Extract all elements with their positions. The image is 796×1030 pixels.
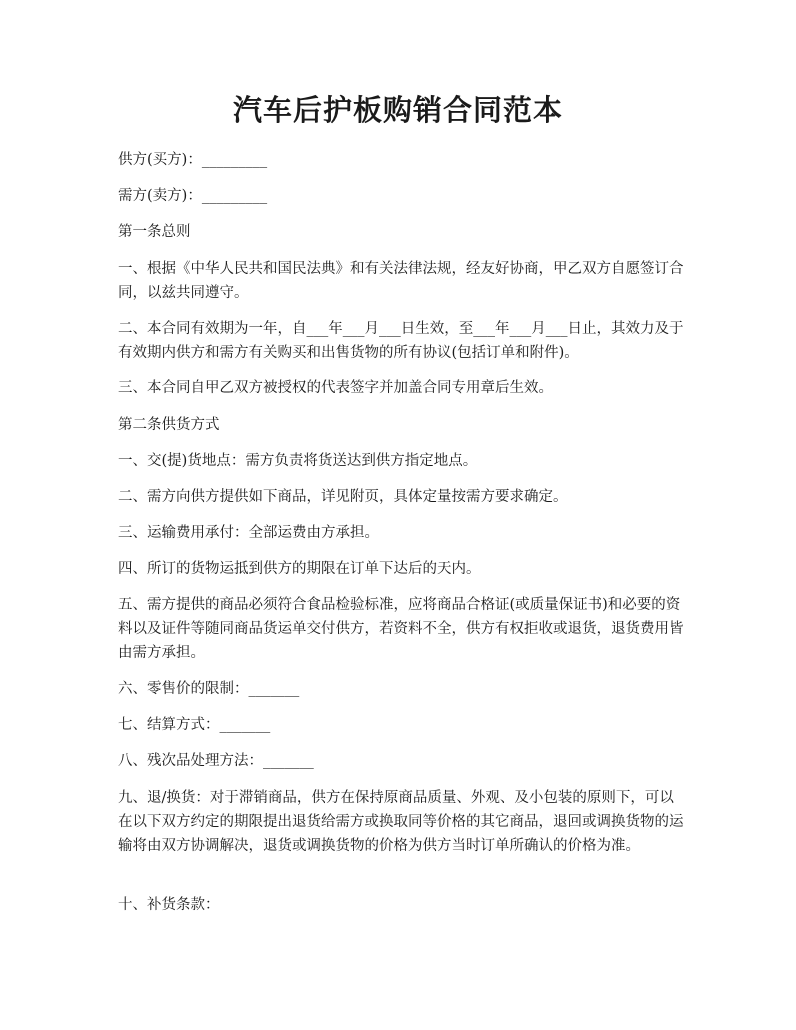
clause-paragraph: 二、本合同有效期为一年，自___年___月___日生效，至___年___月___日止，其效力及于有效期内供方和需方有关购买和出售货物的所有协议(包括订单和附件)。 [118,321,684,361]
document-title: 汽车后护板购销合同范本 [232,93,563,127]
clause-paragraph: 四、所订的货物运抵到供方的期限在订单下达后的天内。 [118,561,481,577]
clause-paragraph: 六、零售价的限制：_______ [118,681,300,697]
clause-paragraph: 三、本合同自甲乙双方被授权的代表签字并加盖合同专用章后生效。 [118,380,553,396]
clause-paragraph: 二、需方向供方提供如下商品，详见附页，具体定量按需方要求确定。 [118,489,568,505]
section-heading-general: 第一条总则 [118,224,191,240]
clause-paragraph: 十、补货条款： [118,897,220,913]
clause-paragraph: 九、退/换货：对于滞销商品，供方在保持原商品质量、外观、及小包装的原则下，可以在以下双方约定的期限提出退货给需方或换取同等价格的其它商品，退回或调换货物的运输将由双方协调解决，退货或调换货物的价格为供方当时订单所确认的价格为准。 [118,790,684,854]
clause-paragraph: 一、根据《中华人民共和国民法典》和有关法律法规，经友好协商，甲乙双方自愿签订合同，以兹共同遵守。 [118,261,684,301]
clause-paragraph: 一、交(提)货地点：需方负责将货送达到供方指定地点。 [118,453,478,469]
clause-paragraph: 三、运输费用承付：全部运费由方承担。 [118,525,379,541]
buyer-line: 需方(卖方)：_________ [118,188,268,204]
section-heading-supply: 第二条供货方式 [118,417,220,433]
clause-paragraph: 八、残次品处理方法：_______ [118,753,314,769]
clause-paragraph: 七、结算方式：_______ [118,717,271,733]
clause-paragraph: 五、需方提供的商品必须符合食品检验标准，应将商品合格证(或质量保证书)和必要的资料以及证件等随同商品货运单交付供方，若资料不全，供方有权拒收或退货，退货费用皆由需方承担。 [118,597,684,661]
supplier-line: 供方(买方)：_________ [118,152,268,168]
